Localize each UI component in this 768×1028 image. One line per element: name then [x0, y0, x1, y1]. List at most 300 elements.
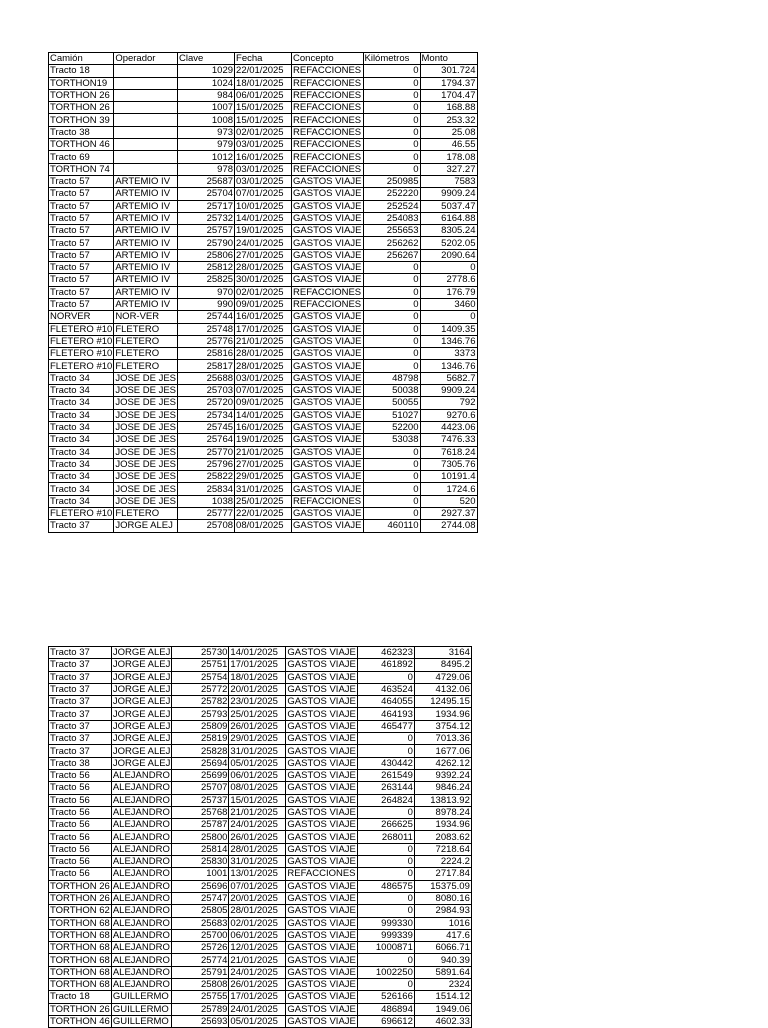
- table-row: [49, 348, 478, 360]
- clave-cell: 25822: [178, 471, 235, 483]
- monto-cell: 1934.96: [414, 708, 471, 720]
- camion-cell: Tracto 18: [49, 991, 112, 1003]
- clave-cell: 984: [178, 89, 235, 101]
- kilometros-cell: 0: [357, 806, 414, 818]
- fecha-cell: 24/01/2025: [229, 819, 286, 831]
- concepto-cell: GASTOS VIAJE: [287, 745, 356, 757]
- fecha-cell: 08/01/2025: [235, 520, 292, 532]
- monto-cell: 5891.64: [414, 966, 471, 978]
- operador-cell: JOSE DE JES: [115, 471, 177, 483]
- concepto-cell: REFACCIONES: [293, 126, 362, 138]
- fecha-cell: 16/01/2025: [235, 421, 292, 433]
- fecha-cell: 27/01/2025: [235, 249, 292, 261]
- kilometros-cell: 0: [363, 446, 420, 458]
- table-row: [49, 311, 478, 323]
- operador-cell: JORGE ALEJ: [112, 671, 171, 683]
- table-row: [49, 126, 478, 138]
- operador-cell: ALEJANDRO: [111, 966, 172, 978]
- operador-cell: JORGE ALEJ: [112, 757, 171, 769]
- monto-cell: 1346.76: [420, 335, 477, 347]
- monto-cell: 7583: [420, 175, 477, 187]
- concepto-cell: GASTOS VIAJE: [287, 991, 356, 1003]
- camion-cell: TORTHON 68: [50, 942, 110, 954]
- camion-cell: Tracto 34: [49, 434, 114, 446]
- camion-cell: Tracto 56: [49, 782, 112, 794]
- concepto-cell: GASTOS VIAJE: [287, 1016, 356, 1028]
- operador-cell: FLETERO: [114, 323, 178, 335]
- kilometros-cell: 0: [357, 954, 414, 966]
- operador-cell: [114, 102, 178, 114]
- header-clave: Clave: [178, 53, 235, 65]
- kilometros-cell: 464055: [357, 696, 414, 708]
- operador-cell: ARTEMIO IV: [114, 237, 178, 249]
- operador-cell: GUILLERMO: [111, 1003, 172, 1015]
- concepto-cell: GASTOS VIAJE: [293, 237, 362, 249]
- operador-cell: ARTEMIO IV: [114, 262, 178, 274]
- clave-cell: 990: [178, 298, 235, 310]
- monto-cell: 2717.84: [414, 868, 471, 880]
- monto-cell: 2744.08: [420, 520, 477, 532]
- camion-cell: Tracto 37: [49, 708, 112, 720]
- camion-cell: Tracto 37: [49, 696, 112, 708]
- table-row: [49, 843, 472, 855]
- camion-cell: Tracto 56: [49, 843, 112, 855]
- concepto-cell: REFACCIONES: [293, 495, 362, 507]
- fecha-cell: 07/01/2025: [235, 188, 292, 200]
- monto-cell: 7218.64: [414, 843, 471, 855]
- monto-cell: 4729.06: [414, 671, 471, 683]
- kilometros-cell: 999339: [357, 929, 414, 941]
- fecha-cell: 03/01/2025: [235, 163, 292, 175]
- table-row: [49, 434, 478, 446]
- camion-cell: Tracto 57: [49, 212, 114, 224]
- monto-cell: 5202.05: [420, 237, 477, 249]
- table-row: [49, 151, 478, 163]
- concepto-cell: GASTOS VIAJE: [293, 446, 362, 458]
- kilometros-cell: 50055: [363, 397, 420, 409]
- clave-cell: 970: [178, 286, 235, 298]
- header-kilometros: Kilómetros: [363, 53, 420, 65]
- operador-cell: ARTEMIO IV: [114, 249, 178, 261]
- table-row: [49, 745, 472, 757]
- fecha-cell: 21/01/2025: [229, 954, 286, 966]
- monto-cell: 4262.12: [414, 757, 471, 769]
- fecha-cell: 28/01/2025: [235, 348, 292, 360]
- monto-cell: 253.32: [420, 114, 477, 126]
- camion-cell: FLETERO #10: [50, 360, 113, 372]
- camion-cell: Tracto 57: [49, 249, 114, 261]
- fecha-cell: 20/01/2025: [229, 683, 286, 695]
- kilometros-cell: 0: [363, 102, 420, 114]
- kilometros-cell: 0: [363, 126, 420, 138]
- operador-cell: GUILLERMO: [111, 991, 172, 1003]
- kilometros-cell: 1000871: [357, 942, 414, 954]
- table-row: [49, 929, 472, 941]
- table-row: [49, 942, 472, 954]
- table-row: [49, 458, 478, 470]
- operador-cell: ALEJANDRO: [111, 782, 172, 794]
- operador-cell: JOSE DE JES: [115, 385, 177, 397]
- kilometros-cell: 464193: [357, 708, 414, 720]
- monto-cell: 178.08: [420, 151, 477, 163]
- table-row: [49, 471, 478, 483]
- table-row: [49, 286, 478, 298]
- fecha-cell: 03/01/2025: [235, 139, 292, 151]
- camion-cell: TORTHON 26: [50, 1003, 110, 1015]
- operador-cell: ALEJANDRO: [111, 929, 172, 941]
- monto-cell: 6066.71: [414, 942, 471, 954]
- kilometros-cell: 0: [363, 323, 420, 335]
- kilometros-cell: 0: [363, 65, 420, 77]
- fecha-cell: 31/01/2025: [235, 483, 292, 495]
- camion-cell: TORTHON 74: [49, 163, 114, 175]
- table-row: [49, 483, 478, 495]
- kilometros-cell: 252220: [363, 188, 420, 200]
- clave-cell: 25819: [172, 733, 229, 745]
- table-row: [49, 806, 472, 818]
- fecha-cell: 31/01/2025: [229, 856, 286, 868]
- table-row: [49, 671, 472, 683]
- monto-cell: 8978.24: [414, 806, 471, 818]
- header-operador: Operador: [114, 53, 178, 65]
- clave-cell: 25834: [178, 483, 235, 495]
- table-row: [49, 733, 472, 745]
- concepto-cell: GASTOS VIAJE: [293, 372, 362, 384]
- clave-cell: 25751: [172, 659, 229, 671]
- fecha-cell: 14/01/2025: [229, 647, 286, 659]
- fecha-cell: 08/01/2025: [229, 782, 286, 794]
- kilometros-cell: 0: [363, 458, 420, 470]
- table-row: [49, 385, 478, 397]
- operador-cell: ALEJANDRO: [111, 917, 172, 929]
- fecha-cell: 17/01/2025: [229, 659, 286, 671]
- clave-cell: 25704: [178, 188, 235, 200]
- table-row: [49, 794, 472, 806]
- concepto-cell: GASTOS VIAJE: [287, 684, 356, 696]
- operador-cell: FLETERO: [114, 360, 178, 372]
- kilometros-cell: 0: [357, 733, 414, 745]
- operador-cell: ARTEMIO IV: [114, 274, 178, 286]
- table-row: [49, 139, 478, 151]
- fecha-cell: 16/01/2025: [235, 151, 292, 163]
- camion-cell: Tracto 57: [49, 188, 114, 200]
- table-row: [49, 782, 472, 794]
- fecha-cell: 15/01/2025: [229, 794, 286, 806]
- clave-cell: 25754: [172, 671, 229, 683]
- kilometros-cell: 486575: [357, 880, 414, 892]
- monto-cell: 46.55: [420, 139, 477, 151]
- concepto-cell: GASTOS VIAJE: [287, 794, 356, 806]
- kilometros-cell: 0: [363, 471, 420, 483]
- table-row: [49, 249, 478, 261]
- concepto-cell: REFACCIONES: [293, 65, 362, 77]
- table-row: [49, 163, 478, 175]
- concepto-cell: REFACCIONES: [293, 102, 362, 114]
- monto-cell: 7305.76: [420, 458, 477, 470]
- monto-cell: 7618.24: [420, 446, 477, 458]
- monto-cell: 1409.35: [420, 323, 477, 335]
- concepto-cell: GASTOS VIAJE: [287, 979, 356, 991]
- fecha-cell: 06/01/2025: [235, 89, 292, 101]
- concepto-cell: GASTOS VIAJE: [287, 659, 356, 671]
- concepto-cell: GASTOS VIAJE: [293, 508, 362, 520]
- concepto-cell: GASTOS VIAJE: [287, 831, 356, 843]
- operador-cell: ARTEMIO IV: [114, 298, 178, 310]
- operador-cell: [114, 114, 178, 126]
- camion-cell: TORTHON 68: [50, 954, 110, 966]
- clave-cell: 25817: [178, 360, 235, 372]
- camion-cell: FLETERO #10: [50, 335, 113, 347]
- fecha-cell: 17/01/2025: [229, 991, 286, 1003]
- kilometros-cell: 0: [357, 868, 414, 880]
- kilometros-cell: 0: [357, 905, 414, 917]
- table-row: [49, 77, 478, 89]
- kilometros-cell: 0: [363, 360, 420, 372]
- concepto-cell: GASTOS VIAJE: [287, 905, 356, 917]
- concepto-cell: GASTOS VIAJE: [293, 360, 362, 372]
- monto-cell: 3373: [420, 348, 477, 360]
- camion-cell: TORTHON 26: [50, 893, 110, 905]
- table-row: [49, 696, 472, 708]
- table-row: [49, 880, 472, 892]
- table-row: [49, 905, 472, 917]
- concepto-cell: GASTOS VIAJE: [287, 757, 356, 769]
- monto-cell: 13813.92: [414, 794, 471, 806]
- concepto-cell: GASTOS VIAJE: [287, 929, 356, 941]
- kilometros-cell: 0: [363, 335, 420, 347]
- table-row: [49, 372, 478, 384]
- monto-cell: 15375.09: [414, 880, 471, 892]
- fecha-cell: 15/01/2025: [235, 114, 292, 126]
- concepto-cell: GASTOS VIAJE: [293, 397, 362, 409]
- clave-cell: 25814: [172, 843, 229, 855]
- table-row: [49, 647, 472, 659]
- camion-cell: NORVER: [49, 311, 114, 323]
- kilometros-cell: 486894: [357, 1003, 414, 1015]
- operador-cell: ARTEMIO IV: [114, 188, 178, 200]
- kilometros-cell: 0: [363, 311, 420, 323]
- table-row: [49, 966, 472, 978]
- camion-cell: Tracto 56: [49, 868, 112, 880]
- fecha-cell: 24/01/2025: [229, 966, 286, 978]
- clave-cell: 979: [178, 139, 235, 151]
- camion-cell: Tracto 37: [49, 733, 112, 745]
- kilometros-cell: 255653: [363, 225, 420, 237]
- operador-cell: ALEJANDRO: [111, 806, 172, 818]
- clave-cell: 25830: [172, 856, 229, 868]
- camion-cell: Tracto 57: [49, 286, 114, 298]
- fecha-cell: 15/01/2025: [235, 102, 292, 114]
- fecha-cell: 22/01/2025: [235, 507, 292, 519]
- fecha-cell: 05/01/2025: [229, 1015, 286, 1027]
- camion-cell: Tracto 38: [49, 757, 112, 769]
- clave-cell: 25828: [172, 745, 229, 757]
- clave-cell: 25734: [178, 409, 235, 421]
- operador-cell: JORGE ALEJ: [112, 733, 171, 745]
- kilometros-cell: 0: [363, 114, 420, 126]
- fecha-cell: 21/01/2025: [235, 446, 292, 458]
- camion-cell: Tracto 34: [49, 372, 114, 384]
- table-row: [49, 89, 478, 101]
- camion-cell: Tracto 18: [49, 65, 114, 77]
- camion-cell: Tracto 37: [49, 720, 112, 732]
- fecha-cell: 28/01/2025: [235, 360, 292, 372]
- header-monto: Monto: [420, 53, 477, 65]
- concepto-cell: GASTOS VIAJE: [293, 483, 362, 495]
- camion-cell: TORTHON 26: [50, 880, 110, 892]
- monto-cell: 10191.4: [420, 471, 477, 483]
- concepto-cell: GASTOS VIAJE: [287, 819, 356, 831]
- camion-cell: Tracto 37: [49, 647, 112, 659]
- table-row: [49, 1003, 472, 1015]
- table-body-bottom: [49, 647, 472, 1028]
- fecha-cell: 23/01/2025: [229, 696, 286, 708]
- clave-cell: 1038: [178, 495, 235, 507]
- monto-cell: 327.27: [420, 163, 477, 175]
- kilometros-cell: 264824: [357, 794, 414, 806]
- concepto-cell: REFACCIONES: [287, 868, 356, 880]
- fecha-cell: 03/01/2025: [235, 175, 292, 187]
- table-row: [49, 991, 472, 1003]
- concepto-cell: GASTOS VIAJE: [287, 880, 356, 892]
- concepto-cell: REFACCIONES: [293, 139, 362, 151]
- operador-cell: ALEJANDRO: [111, 905, 172, 917]
- header-concepto: Concepto: [292, 53, 363, 65]
- camion-cell: TORTHON 68: [50, 929, 110, 941]
- fecha-cell: 10/01/2025: [235, 200, 292, 212]
- concepto-cell: REFACCIONES: [293, 286, 362, 298]
- clave-cell: 25699: [172, 769, 229, 781]
- monto-cell: 8080.16: [414, 892, 471, 904]
- kilometros-cell: 261549: [357, 769, 414, 781]
- monto-cell: 2778.6: [420, 274, 477, 286]
- operador-cell: ARTEMIO IV: [114, 212, 178, 224]
- monto-cell: 1677.06: [414, 745, 471, 757]
- table-row: [49, 323, 478, 335]
- fecha-cell: 29/01/2025: [235, 471, 292, 483]
- operador-cell: ALEJANDRO: [111, 942, 172, 954]
- clave-cell: 25757: [178, 225, 235, 237]
- table-row: [49, 188, 478, 200]
- monto-cell: 4602.33: [414, 1015, 471, 1027]
- fecha-cell: 14/01/2025: [235, 212, 292, 224]
- operador-cell: JOSE DE JES: [115, 422, 177, 434]
- operador-cell: ALEJANDRO: [111, 769, 172, 781]
- fecha-cell: 19/01/2025: [235, 225, 292, 237]
- concepto-cell: GASTOS VIAJE: [293, 311, 362, 323]
- kilometros-cell: 0: [363, 163, 420, 175]
- monto-cell: 940.39: [414, 954, 471, 966]
- concepto-cell: GASTOS VIAJE: [293, 348, 362, 360]
- concepto-cell: REFACCIONES: [293, 114, 362, 126]
- concepto-cell: GASTOS VIAJE: [293, 188, 362, 200]
- kilometros-cell: 0: [357, 843, 414, 855]
- camion-cell: Tracto 57: [49, 298, 114, 310]
- header-row: [49, 53, 478, 65]
- operador-cell: JORGE ALEJ: [112, 647, 171, 659]
- concepto-cell: GASTOS VIAJE: [293, 249, 362, 261]
- monto-cell: 2224.2: [414, 856, 471, 868]
- monto-cell: 9846.24: [414, 782, 471, 794]
- kilometros-cell: 0: [363, 77, 420, 89]
- concepto-cell: GASTOS VIAJE: [293, 335, 362, 347]
- clave-cell: 25683: [172, 917, 229, 929]
- operador-cell: GUILLERMO: [111, 1015, 172, 1027]
- table-row: [49, 979, 472, 991]
- clave-cell: 25789: [172, 1003, 229, 1015]
- clave-cell: 1024: [178, 77, 235, 89]
- operador-cell: [114, 163, 178, 175]
- operador-cell: [114, 126, 178, 138]
- camion-cell: TORTHON 26: [49, 89, 114, 101]
- operador-cell: JORGE ALEJ: [112, 720, 171, 732]
- operador-cell: JOSE DE JES: [115, 397, 177, 409]
- table-row: [49, 335, 478, 347]
- fecha-cell: 18/01/2025: [229, 671, 286, 683]
- clave-cell: 1001: [172, 868, 229, 880]
- camion-cell: TORTHON 39: [49, 114, 114, 126]
- clave-cell: 25693: [172, 1015, 229, 1027]
- camion-cell: Tracto 34: [49, 483, 114, 495]
- monto-cell: 1016: [414, 917, 471, 929]
- fecha-cell: 21/01/2025: [235, 335, 292, 347]
- fecha-cell: 09/01/2025: [235, 298, 292, 310]
- table-row: [49, 917, 472, 929]
- clave-cell: 25816: [178, 348, 235, 360]
- monto-cell: 25.08: [420, 126, 477, 138]
- camion-cell: Tracto 56: [49, 856, 112, 868]
- kilometros-cell: 256267: [363, 249, 420, 261]
- monto-cell: 520: [420, 495, 477, 507]
- concepto-cell: GASTOS VIAJE: [293, 225, 362, 237]
- camion-cell: TORTHON 46: [50, 1016, 110, 1028]
- concepto-cell: GASTOS VIAJE: [293, 434, 362, 446]
- fecha-cell: 06/01/2025: [229, 929, 286, 941]
- clave-cell: 25800: [172, 831, 229, 843]
- kilometros-cell: 0: [357, 856, 414, 868]
- camion-cell: Tracto 56: [49, 794, 112, 806]
- table-row: [49, 446, 478, 458]
- operador-cell: JORGE ALEJ: [112, 659, 171, 671]
- kilometros-cell: 252524: [363, 200, 420, 212]
- table-row: [49, 274, 478, 286]
- kilometros-cell: 266625: [357, 819, 414, 831]
- clave-cell: 25790: [178, 237, 235, 249]
- clave-cell: 25774: [172, 954, 229, 966]
- kilometros-cell: 999330: [357, 917, 414, 929]
- clave-cell: 25806: [178, 249, 235, 261]
- concepto-cell: REFACCIONES: [293, 163, 362, 175]
- camion-cell: Tracto 34: [49, 495, 114, 507]
- fecha-cell: 14/01/2025: [235, 409, 292, 421]
- concepto-cell: REFACCIONES: [293, 90, 362, 102]
- clave-cell: 25808: [172, 979, 229, 991]
- camion-cell: Tracto 37: [49, 683, 112, 695]
- camion-cell: TORTHON19: [49, 77, 114, 89]
- kilometros-cell: 51027: [363, 409, 420, 421]
- kilometros-cell: 0: [363, 348, 420, 360]
- fecha-cell: 26/01/2025: [229, 720, 286, 732]
- camion-cell: Tracto 57: [49, 225, 114, 237]
- fecha-cell: 27/01/2025: [235, 458, 292, 470]
- kilometros-cell: 0: [363, 89, 420, 101]
- camion-cell: TORTHON 68: [50, 966, 110, 978]
- table-row: [49, 397, 478, 409]
- clave-cell: 25768: [172, 806, 229, 818]
- concepto-cell: GASTOS VIAJE: [287, 770, 356, 782]
- monto-cell: 9909.24: [420, 385, 477, 397]
- table-row: [49, 360, 478, 372]
